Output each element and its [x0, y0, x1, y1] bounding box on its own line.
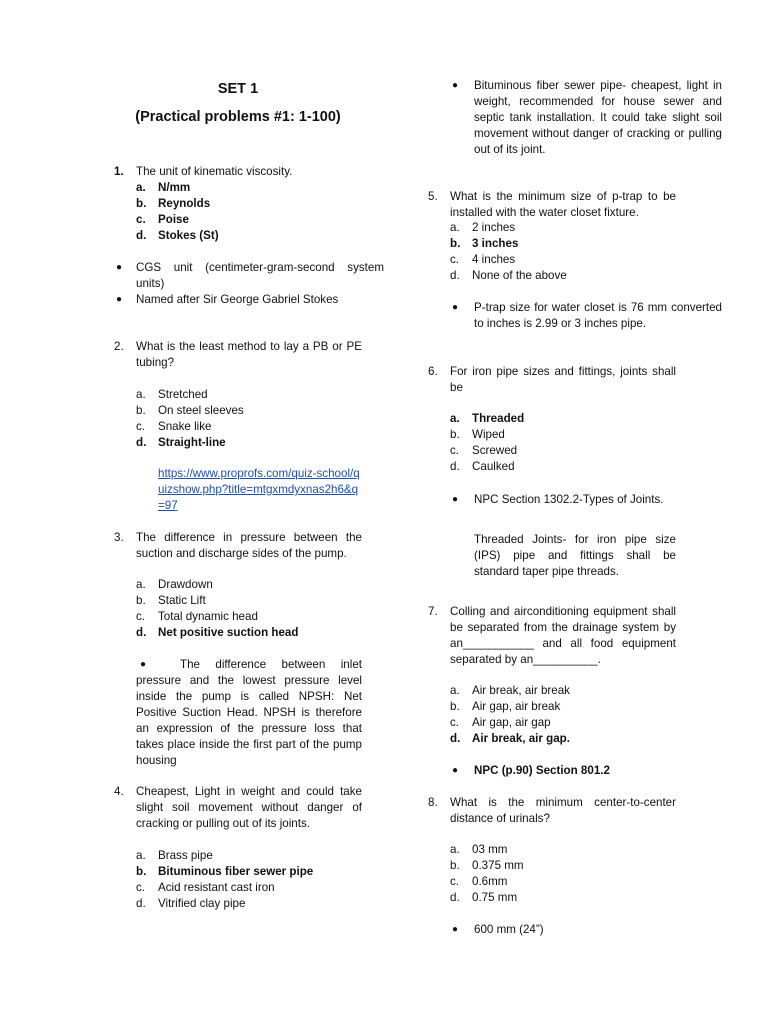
- question-6-note: ● NPC Section 1302.2-Types of Joints.: [452, 493, 664, 506]
- option-d: d. 0.75 mm: [450, 891, 518, 904]
- option-d: d. Vitrified clay pipe: [136, 897, 246, 910]
- question-8-note: ● 600 mm (24”): [452, 923, 544, 936]
- question-3: [114, 530, 362, 562]
- option-a: a. Threaded: [450, 412, 525, 425]
- option-a: a. Stretched: [136, 388, 208, 401]
- option-a: a. Brass pipe: [136, 849, 213, 862]
- option-b: b. Wiped: [450, 428, 505, 441]
- option-a: a. Drawdown: [136, 578, 213, 591]
- bullet-icon: ●: [452, 924, 459, 935]
- option-d: d. None of the above: [450, 269, 567, 282]
- option-d: d. Air break, air gap.: [450, 732, 570, 745]
- option-c: c. Acid resistant cast iron: [136, 881, 275, 894]
- option-b: b. Reynolds: [136, 197, 211, 210]
- question-8-text: 8. What is the minimum center-to-center distance of urinals?: [428, 796, 676, 825]
- option-c: c. Total dynamic head: [136, 610, 258, 623]
- question-7-note: ● NPC (p.90) Section 801.2: [452, 764, 610, 777]
- option-b: b. Bituminous fiber sewer pipe: [136, 865, 314, 878]
- question-6-text: 6. For iron pipe sizes and fittings, joints shall be: [428, 365, 676, 394]
- question-2: [114, 339, 362, 371]
- question-1-note-1: ● CGS unit (centimeter-gram-second system units): [116, 261, 384, 290]
- question-5-note: ● P-trap size for water closet is 76 mm converted to inches is 2.99 or 3 inches pipe.: [452, 301, 722, 330]
- question-4-options: [114, 848, 362, 912]
- question-3-options: [114, 577, 362, 641]
- option-a: a. 03 mm: [450, 843, 508, 856]
- question-3-note: ● The difference between inlet pressure and the lowest pressure level inside the pump is called NPSH: Net Positive Suction Head. NPSH is therefore an expression of the pressure loss that takes place inside the first part of the pump housing: [136, 658, 362, 767]
- option-a: a. Air break, air break: [450, 684, 570, 697]
- option-d: d. Straight-line: [136, 436, 226, 449]
- bullet-icon: ●: [452, 80, 459, 91]
- option-b: b. 0.375 mm: [450, 859, 524, 872]
- option-d: d. Net positive suction head: [136, 626, 299, 639]
- option-b: b. On steel sleeves: [136, 404, 244, 417]
- question-7-options: [428, 683, 676, 747]
- bullet-icon: ●: [452, 302, 459, 313]
- question-1: [114, 164, 362, 244]
- option-c: c. 0.6mm: [450, 875, 508, 888]
- option-d: d. Stokes (St): [136, 229, 219, 242]
- set-subtitle: (Practical problems #1: 1-100): [135, 109, 341, 125]
- question-1-options: [114, 180, 362, 244]
- question-5: [428, 189, 676, 221]
- question-8-options: [428, 842, 676, 906]
- option-c: c. Air gap, air gap: [450, 716, 551, 729]
- question-2-text: 2. What is the least method to lay a PB or PE tubing?: [114, 340, 362, 369]
- question-6-note-detail: Threaded Joints- for iron pipe size (IPS) pipe and fittings shall be standard taper pipe threads.: [474, 533, 676, 578]
- option-d: d. Caulked: [450, 460, 515, 473]
- option-b: b. Air gap, air break: [450, 700, 561, 713]
- question-4-text: 4. Cheapest, Light in weight and could take slight soil movement without danger of cracking or pulling out of its joints.: [114, 785, 362, 830]
- option-c: c. Snake like: [136, 420, 212, 433]
- option-c: c. Poise: [136, 213, 189, 226]
- reference-link[interactable]: https://www.proprofs.com/quiz-school/quizshow.php?title=mtgxmdyxnas2h6&q=97: [158, 467, 360, 512]
- question-4-note: ● Bituminous fiber sewer pipe- cheapest, light in weight, recommended for house sewer and septic tank installation. It could take slight soil movement without danger of cracking or pulling out of its joint.: [452, 79, 722, 156]
- option-c: c. Screwed: [450, 444, 518, 457]
- question-5-options: [428, 220, 676, 284]
- question-2-options: [114, 387, 362, 451]
- bullet-icon: ●: [140, 659, 147, 670]
- question-4: [114, 784, 362, 832]
- question-3-text: 3. The difference in pressure between the suction and discharge sides of the pump.: [114, 531, 362, 560]
- question-6-options: [428, 411, 676, 475]
- option-c: c. 4 inches: [450, 253, 516, 266]
- option-a: a. 2 inches: [450, 221, 516, 234]
- bullet-icon: ●: [116, 262, 123, 273]
- bullet-icon: ●: [116, 294, 123, 305]
- reference-link-container: [114, 466, 362, 514]
- bullet-icon: ●: [452, 494, 459, 505]
- option-b: b. 3 inches: [450, 237, 519, 250]
- question-6: [428, 364, 676, 396]
- question-5-text: 5. What is the minimum size of p-trap to be installed with the water closet fixture.: [428, 190, 676, 219]
- option-b: b. Static Lift: [136, 594, 206, 607]
- question-8: [428, 795, 676, 827]
- question-7-text: 7. Colling and airconditioning equipment shall be separated from the drainage system by an___________ and all food equipment separated by an__________.: [428, 605, 676, 666]
- option-a: a. N/mm: [136, 181, 191, 194]
- question-7: [428, 604, 676, 668]
- question-1-note-2: ● Named after Sir George Gabriel Stokes: [116, 293, 339, 306]
- question-1-text: 1. The unit of kinematic viscosity.: [114, 165, 293, 178]
- set-title: SET 1: [217, 81, 259, 97]
- bullet-icon: ●: [452, 765, 459, 776]
